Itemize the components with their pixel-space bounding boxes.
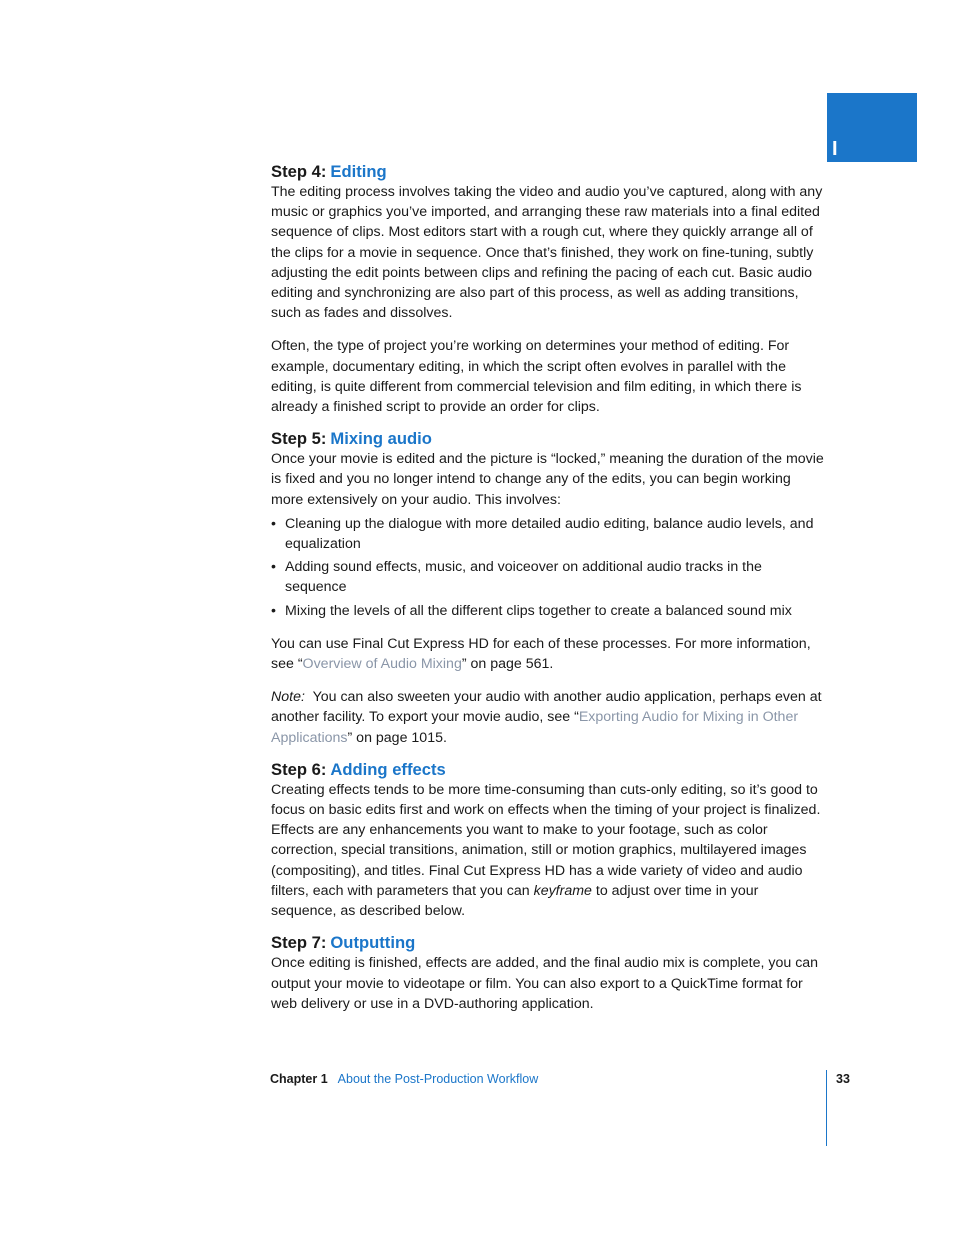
step4-paragraph-2: Often, the type of project you’re working on determines your method of editing. For example, documentary editing, in which the script often evolves in parallel with the editing, is quite different from commercial television and film editing, in which there is already a finished script to provide an order for clips. — [271, 338, 802, 416]
keyframe-term: keyframe — [533, 882, 592, 899]
step6-paragraph — [271, 780, 827, 921]
step4-paragraph-1: The editing process involves taking the video and audio you’ve captured, along with any music or graphics you’ve imported, and arranging these raw materials into a final edited sequence of clips. Most editors start with a rough cut, where they quickly arrange all of the clips for a movie in sequence. Once that’s finished, they work on fine-tuning, subtly adjusting the edit points between clips and refining the pacing of each cut. Basic audio editing and synchronizing are also part of this process, as well as adding transitions, such as fades and dissolves. — [271, 184, 823, 322]
note-page: ” on page 1015. — [347, 729, 447, 746]
bullet-marker: • — [271, 515, 276, 532]
more-info-page: ” on page 561. — [461, 656, 554, 673]
more-info-text: You can use Final Cut Express HD for each of these processes. For more information, see “ — [271, 635, 811, 673]
step7-title: Outputting — [330, 933, 416, 953]
step4-heading — [271, 162, 827, 182]
step6-prefix: Step 6: — [271, 759, 327, 779]
step7-paragraph: Once editing is finished, effects are added, and the final audio mix is complete, you can output your movie to videotape or film. You can also export to a QuickTime format for web delivery or use in a DVD-authoring application. — [271, 955, 819, 1012]
step7-heading — [271, 933, 827, 953]
step5-note — [271, 687, 827, 748]
list-item-text: Adding sound effects, music, and voiceover on additional audio tracks in the sequence — [285, 559, 762, 596]
step6-heading — [271, 760, 827, 780]
step5-intro: Once your movie is edited and the picture is “locked,” meaning the duration of the movie is fixed and you no longer intend to change any of the edits, you can begin working more extensively on your audio. This involves: — [271, 451, 824, 508]
list-item-text: Cleaning up the dialogue with more detailed audio editing, balance audio levels, and equalization — [285, 515, 814, 553]
footer-chapter: Chapter 1 — [270, 1072, 328, 1086]
chapter-tab — [827, 93, 917, 162]
page-footer — [270, 1072, 538, 1086]
bullet-marker: • — [271, 602, 276, 619]
step6-text-end: to adjust over time in your sequence, as described below. — [271, 882, 759, 920]
list-item — [271, 601, 827, 621]
page-body — [271, 162, 827, 1014]
bullet-marker: • — [271, 559, 276, 576]
step5-title: Mixing audio — [330, 429, 432, 449]
note-label: Note: — [271, 689, 305, 706]
list-item — [271, 557, 827, 597]
step7-prefix: Step 7: — [271, 933, 327, 953]
step5-prefix: Step 5: — [271, 429, 327, 449]
list-item — [271, 514, 827, 554]
overview-audio-mixing-link[interactable]: Overview of Audio Mixing — [302, 656, 462, 673]
footer-chapter-title[interactable]: About the Post-Production Workflow — [337, 1072, 539, 1086]
note-text: You can also sweeten your audio with another audio application, perhaps even at another facility. To export your movie audio, see “ — [271, 689, 822, 726]
step4-title: Editing — [330, 162, 387, 181]
step5-heading — [271, 429, 827, 449]
step6-text-start: Creating effects tends to be more time-consuming than cuts-only editing, so it’s good to focus on basic edits first and work on effects when the timing of your project is finalized. Effects are any enhancements you want to make to your footage, such as color correction, special transitions, animation, still or motion graphics, multilayered images (compositing), and titles. Final Cut Express HD has a wide variety of video and audio filters, each with parameters that you can — [271, 781, 821, 899]
chapter-tab-label: I — [832, 138, 838, 160]
footer-divider — [826, 1070, 827, 1146]
page-number: 33 — [836, 1072, 850, 1086]
step6-title: Adding effects — [330, 759, 446, 779]
list-item-text: Mixing the levels of all the different clips together to create a balanced sound mix — [285, 602, 792, 619]
step4-prefix: Step 4: — [271, 162, 327, 181]
exporting-audio-link[interactable]: Exporting Audio for Mixing in Other Applications — [271, 709, 799, 746]
step5-bullet-list — [271, 514, 827, 621]
step5-more-info — [271, 634, 827, 674]
